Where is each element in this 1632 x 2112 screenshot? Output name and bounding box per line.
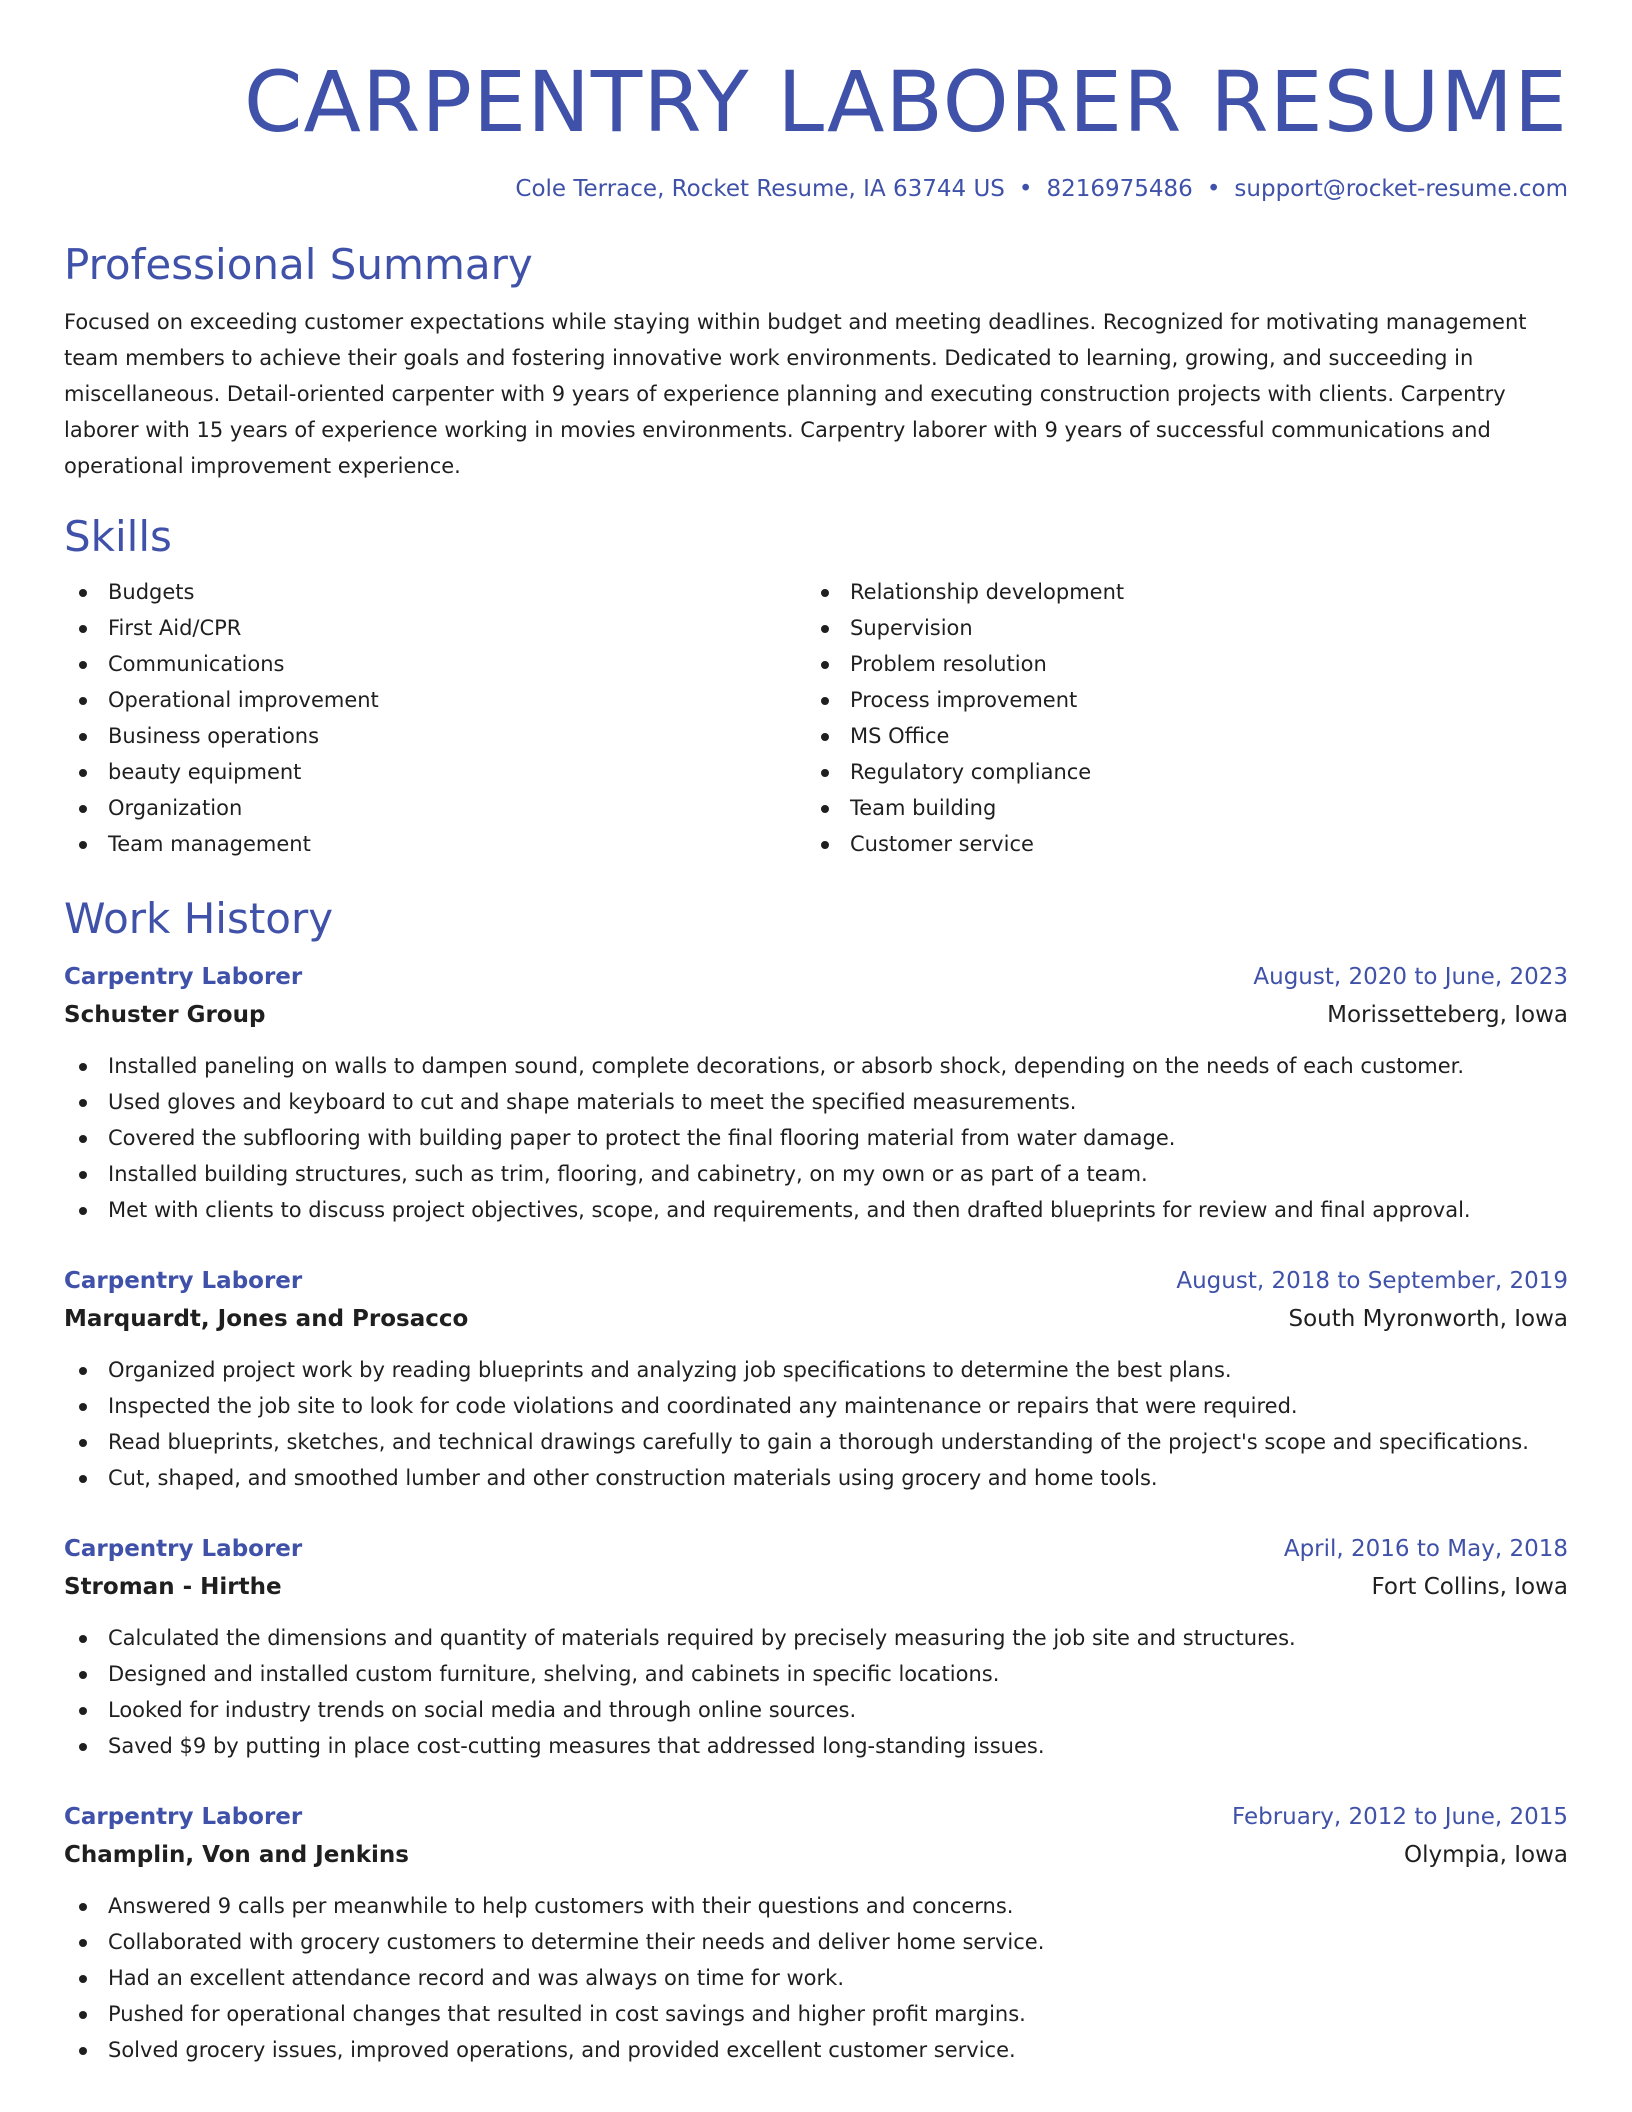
job-company: Champlin, Von and Jenkins — [64, 1842, 409, 1868]
job-duty: Collaborated with grocery customers to determine their needs and deliver home service. — [64, 1924, 1568, 1960]
skills-column-right — [806, 574, 1548, 862]
job-company: Schuster Group — [64, 1002, 266, 1028]
job-duties — [64, 1352, 1568, 1496]
job-entry — [64, 1798, 1568, 2068]
job-dates: August, 2018 to September, 2019 — [1176, 1268, 1568, 1294]
job-location: Fort Collins, Iowa — [1371, 1574, 1568, 1600]
job-title: Carpentry Laborer — [64, 1536, 303, 1562]
job-location: Olympia, Iowa — [1404, 1842, 1568, 1868]
skill-item: Relationship development — [806, 574, 1548, 610]
job-duties — [64, 1048, 1568, 1228]
job-duty: Had an excellent attendance record and was always on time for work. — [64, 1960, 1568, 1996]
skills-list — [64, 574, 1568, 862]
skill-item: Team management — [64, 826, 806, 862]
skill-item: Customer service — [806, 826, 1548, 862]
skill-item: Organization — [64, 790, 806, 826]
job-title: Carpentry Laborer — [64, 1804, 303, 1830]
summary-heading: Professional Summary — [64, 240, 533, 289]
job-duty: Calculated the dimensions and quantity of materials required by precisely measuring the job site and structures. — [64, 1620, 1568, 1656]
job-entry — [64, 958, 1568, 1228]
job-location: South Myronworth, Iowa — [1288, 1306, 1568, 1332]
job-duty: Designed and installed custom furniture, shelving, and cabinets in specific locations. — [64, 1656, 1568, 1692]
job-company: Stroman - Hirthe — [64, 1574, 282, 1600]
job-duty: Met with clients to discuss project objectives, scope, and requirements, and then drafted blueprints for review and final approval. — [64, 1192, 1568, 1228]
resume-page — [64, 0, 1568, 2068]
contact-phone: 8216975486 — [1046, 176, 1193, 202]
job-duty: Used gloves and keyboard to cut and shape materials to meet the specified measurements. — [64, 1084, 1568, 1120]
skill-item: beauty equipment — [64, 754, 806, 790]
contact-email[interactable]: support@rocket-resume.com — [1234, 176, 1568, 202]
skills-heading: Skills — [64, 512, 172, 561]
job-duty: Cut, shaped, and smoothed lumber and other construction materials using grocery and home tools. — [64, 1460, 1568, 1496]
skill-item: Problem resolution — [806, 646, 1548, 682]
job-dates: August, 2020 to June, 2023 — [1253, 964, 1568, 990]
job-duty: Looked for industry trends on social media and through online sources. — [64, 1692, 1568, 1728]
contact-separator: • — [1018, 176, 1033, 202]
work-history-heading: Work History — [64, 894, 334, 943]
job-duty: Covered the subflooring with building paper to protect the final flooring material from water damage. — [64, 1120, 1568, 1156]
skill-item: Process improvement — [806, 682, 1548, 718]
job-duties — [64, 1620, 1568, 1764]
job-duty: Read blueprints, sketches, and technical drawings carefully to gain a thorough understanding of the project's scope and specifications. — [64, 1424, 1568, 1460]
job-entry — [64, 1530, 1568, 1764]
skill-item: Regulatory compliance — [806, 754, 1548, 790]
contact-line — [64, 174, 1568, 204]
job-duty: Answered 9 calls per meanwhile to help customers with their questions and concerns. — [64, 1888, 1568, 1924]
job-title: Carpentry Laborer — [64, 1268, 303, 1294]
skill-item: Communications — [64, 646, 806, 682]
skill-item: MS Office — [806, 718, 1548, 754]
job-duty: Solved grocery issues, improved operations, and provided excellent customer service. — [64, 2032, 1568, 2068]
job-duty: Installed paneling on walls to dampen sound, complete decorations, or absorb shock, depending on the needs of each customer. — [64, 1048, 1568, 1084]
skill-item: Operational improvement — [64, 682, 806, 718]
job-company: Marquardt, Jones and Prosacco — [64, 1306, 469, 1332]
job-duty: Pushed for operational changes that resulted in cost savings and higher profit margins. — [64, 1996, 1568, 2032]
job-duty: Organized project work by reading blueprints and analyzing job specifications to determine the best plans. — [64, 1352, 1568, 1388]
skill-item: Team building — [806, 790, 1548, 826]
skill-item: Business operations — [64, 718, 806, 754]
contact-address: Cole Terrace, Rocket Resume, IA 63744 US — [515, 176, 1005, 202]
job-entry — [64, 1262, 1568, 1496]
resume-title: CARPENTRY LABORER RESUME — [243, 53, 1568, 151]
job-dates: February, 2012 to June, 2015 — [1231, 1804, 1568, 1830]
skill-item: Budgets — [64, 574, 806, 610]
job-duty: Inspected the job site to look for code violations and coordinated any maintenance or repairs that were required. — [64, 1388, 1568, 1424]
skill-item: Supervision — [806, 610, 1548, 646]
job-dates: April, 2016 to May, 2018 — [1283, 1536, 1568, 1562]
job-duty: Saved $9 by putting in place cost-cutting measures that addressed long-standing issues. — [64, 1728, 1568, 1764]
job-title: Carpentry Laborer — [64, 964, 303, 990]
skills-column-left — [64, 574, 806, 862]
skill-item: First Aid/CPR — [64, 610, 806, 646]
job-duties — [64, 1888, 1568, 2068]
summary-text: Focused on exceeding customer expectations while staying within budget and meeting deadlines. Recognized for motivating management team members to achieve their goals and fostering innovative work environments. Dedicated to learning, growing, and succeeding in miscellaneous. Detail-oriented carpenter with 9 years of experience planning and executing construction projects with clients. Carpentry laborer with 15 years of experience working in movies environments. Carpentry laborer with 9 years of successful communications and operational improvement experience. — [64, 310, 1527, 478]
job-location: Morissetteberg, Iowa — [1327, 1002, 1568, 1028]
job-duty: Installed building structures, such as trim, flooring, and cabinetry, on my own or as part of a team. — [64, 1156, 1568, 1192]
contact-separator: • — [1206, 176, 1221, 202]
